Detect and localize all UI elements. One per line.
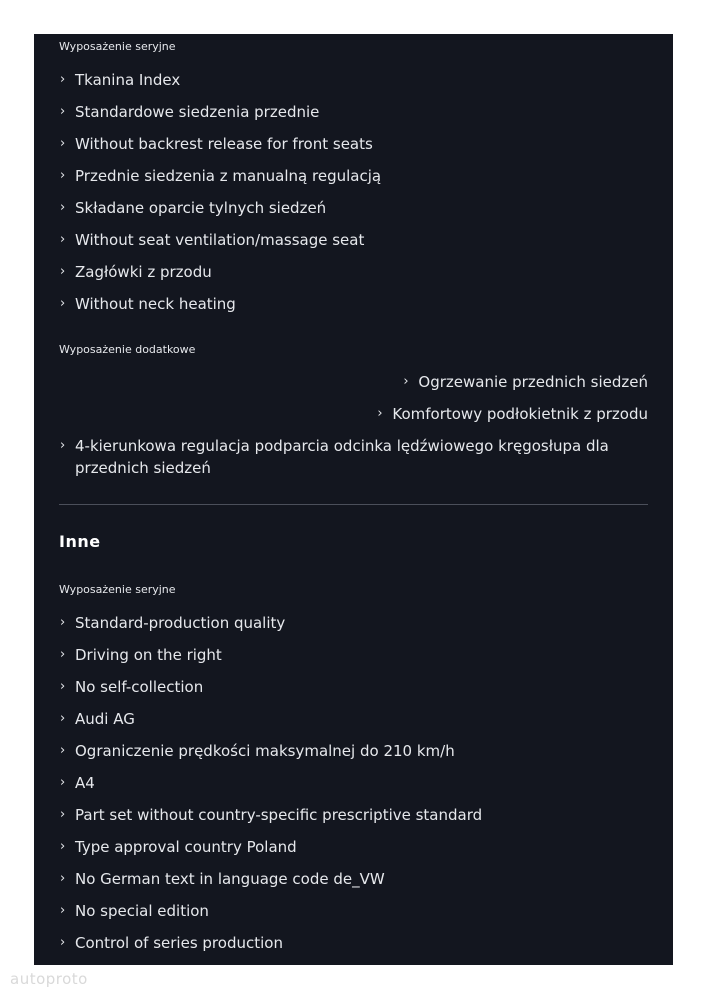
list-item	[59, 165, 381, 187]
list-item	[59, 836, 297, 858]
list-item-label: Ograniczenie prędkości maksymalnej do 210 km/h	[75, 742, 455, 760]
list-item	[59, 868, 385, 890]
list-item	[59, 644, 222, 666]
list-item	[59, 900, 209, 922]
list-item	[59, 772, 95, 794]
list-item-label: 4-kierunkowa regulacja podparcia odcinka lędźwiowego kręgosłupa dla przednich siedzeń	[75, 437, 609, 477]
list-item-label: Przednie siedzenia z manualną regulacją	[75, 167, 382, 185]
list-item	[59, 261, 212, 283]
chevron-right-icon: ›	[60, 743, 66, 758]
list-item	[59, 133, 373, 155]
chevron-right-icon: ›	[60, 104, 66, 119]
watermark: autoproto	[10, 970, 88, 988]
list-item-label: Without backrest release for front seats	[75, 135, 373, 153]
list-item-label: No German text in language code de_VW	[75, 870, 385, 888]
chevron-right-icon: ›	[60, 296, 66, 311]
list-item-label: No special edition	[75, 902, 209, 920]
chevron-right-icon: ›	[60, 807, 66, 822]
chevron-right-icon: ›	[60, 264, 66, 279]
chevron-right-icon: ›	[60, 871, 66, 886]
list-item-label: Standard-production quality	[75, 614, 286, 632]
list-item	[59, 197, 326, 219]
list-item	[59, 101, 319, 123]
chevron-right-icon: ›	[403, 374, 409, 389]
list-item	[402, 371, 648, 393]
list-item-label: Składane oparcie tylnych siedzeń	[75, 199, 327, 217]
list-item-label: Audi AG	[75, 710, 135, 728]
list-item	[59, 229, 364, 251]
list-item-label: Driving on the right	[75, 646, 222, 664]
chevron-right-icon: ›	[60, 679, 66, 694]
section-title-inne: Inne	[59, 532, 101, 551]
group-subtitle-standard-other: Wyposażenie seryjne	[59, 583, 176, 596]
chevron-right-icon: ›	[60, 232, 66, 247]
list-item-label: Tkanina Index	[75, 71, 181, 89]
group-subtitle-standard: Wyposażenie seryjne	[59, 40, 176, 53]
list-item-label: No self-collection	[75, 678, 204, 696]
list-item	[376, 403, 648, 425]
list-item-label: Zagłówki z przodu	[75, 263, 212, 281]
list-item	[59, 708, 135, 730]
list-item-label: Type approval country Poland	[75, 838, 297, 856]
section-divider	[59, 504, 648, 505]
list-item-label: Standardowe siedzenia przednie	[75, 103, 320, 121]
list-item-label: Without neck heating	[75, 295, 236, 313]
list-item	[59, 69, 180, 91]
list-item-label: Part set without country-specific prescriptive standard	[75, 806, 483, 824]
list-item	[59, 804, 482, 826]
chevron-right-icon: ›	[60, 615, 66, 630]
chevron-right-icon: ›	[60, 711, 66, 726]
chevron-right-icon: ›	[60, 200, 66, 215]
chevron-right-icon: ›	[60, 438, 66, 453]
chevron-right-icon: ›	[60, 935, 66, 950]
list-item	[59, 932, 283, 954]
chevron-right-icon: ›	[60, 136, 66, 151]
group-subtitle-optional: Wyposażenie dodatkowe	[59, 343, 196, 356]
list-item	[59, 612, 285, 634]
list-item-label: Ogrzewanie przednich siedzeń	[418, 373, 648, 391]
list-item-label: Control of series production	[75, 934, 283, 952]
list-item	[59, 293, 236, 315]
list-item-label: A4	[75, 774, 95, 792]
list-item	[59, 740, 455, 762]
chevron-right-icon: ›	[377, 406, 383, 421]
list-item-label: Komfortowy podłokietnik z przodu	[392, 405, 648, 423]
chevron-right-icon: ›	[60, 168, 66, 183]
chevron-right-icon: ›	[60, 903, 66, 918]
equipment-panel	[34, 34, 673, 965]
chevron-right-icon: ›	[60, 839, 66, 854]
chevron-right-icon: ›	[60, 72, 66, 87]
list-item	[59, 676, 203, 698]
chevron-right-icon: ›	[60, 647, 66, 662]
chevron-right-icon: ›	[60, 775, 66, 790]
list-item-label: Without seat ventilation/massage seat	[75, 231, 365, 249]
list-item	[59, 435, 648, 479]
